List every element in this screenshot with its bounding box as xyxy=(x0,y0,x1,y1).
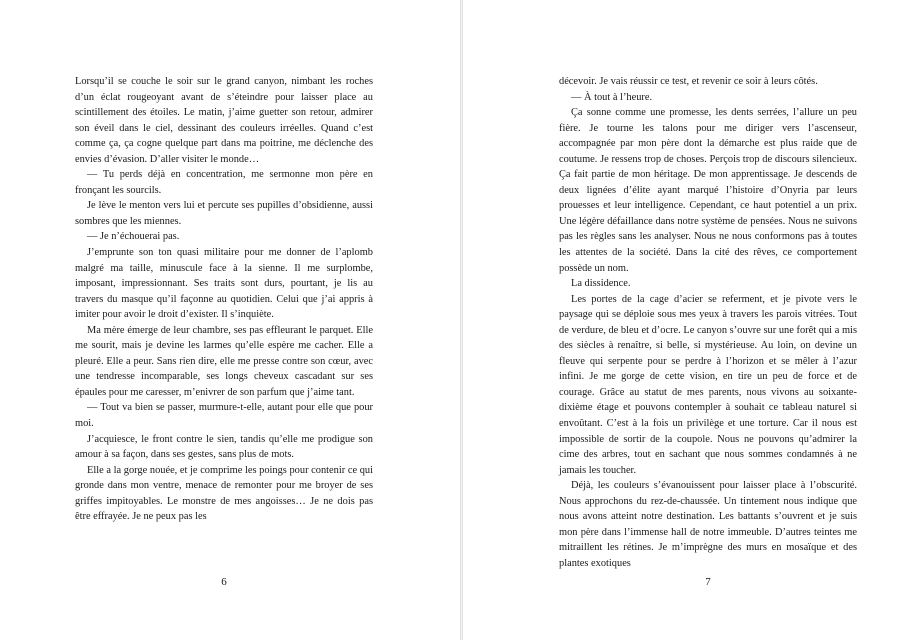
left-page xyxy=(0,0,460,640)
paragraph: Je lève le menton vers lui et percute ses pupilles d’obsidienne, aussi sombres que les miennes. xyxy=(75,200,373,227)
paragraph: décevoir. Je vais réussir ce test, et revenir ce soir à leurs côtés. xyxy=(559,76,818,87)
paragraph: — À tout à l’heure. xyxy=(571,91,653,103)
paragraph: — Tout va bien se passer, murmure-t-elle, autant pour elle que pour moi. xyxy=(75,402,373,430)
paragraph: Les portes de la cage d’acier se referment, et je pivote vers le paysage qui se déploie sous mes yeux à travers les parois vitrées. Tout de verdure, de bleu et d’ocre. Le canyon s’ouvre sur une forêt qui a mis des siècles à renaître, si belle, si mystérieuse. Au loin, on devine un fleuve qui serpente pour se perdre à l’horizon et se mêler à l’azur infini. Je me gorge de cette vision, en tire un peu de force et de courage. Grâce au statut de mes parents, nous vivons au soixante-dixième étage et pouvons contempler à souhait ce tableau naturel si envoûtant. C’est à la fois un privilège et une torture. Car il nous est impossible de sortir de la coupole. Nous ne pouvons qu’admirer la cime des arbres, tout en sachant que nous sommes condamnés à ne jamais les toucher. xyxy=(559,293,857,476)
page-number: 7 xyxy=(705,576,711,588)
page-number: 6 xyxy=(221,576,227,588)
paragraph: — Tu perds déjà en concentration, me sermonne mon père en fronçant les sourcils. xyxy=(75,169,373,196)
paragraph: La dissidence. xyxy=(571,278,631,290)
paragraph: Déjà, les couleurs s’évanouissent pour laisser place à l’obscurité. Nous approchons du rez-de-chaussée. Un tintement nous indique que nous avons atteint notre destination. Les battants s’ouvrent et je suis mon père dans l’immense hall de notre immeuble. D’autres teintes me mitraillent les rétines. Je m’imprègne des murs en mosaïque et des plantes exotiques xyxy=(559,480,857,569)
left-page-text xyxy=(75,74,373,525)
paragraph: — Je n’échouerai pas. xyxy=(87,231,180,243)
paragraph: J’emprunte son ton quasi militaire pour me donner de l’aplomb malgré ma taille, minuscule face à la sienne. Il me surplombe, imposant, impressionnant. Ses traits sont durs, pourtant, je lis au travers du masque qu’il façonne au quotidien. Celui que j’ai appris à imiter pour avoir le droit d’exister. Il s’inquiète. xyxy=(75,247,373,321)
paragraph: Lorsqu’il se couche le soir sur le grand canyon, nimbant les roches d’un éclat rougeoyant avant de s’éteindre pour laisser place au scintillement des étoiles. Le matin, j’aime guetter son retour, admirer son éveil dans le ciel, dessinant des couleurs irréelles. Quand c’est comme ça, ça cogne quelque part dans ma poitrine, me déclenche des envies d’évasion. D’aller visiter le monde… xyxy=(75,76,373,165)
paragraph: Elle a la gorge nouée, et je comprime les poings pour contenir ce qui gronde dans mon ventre, menace de remonter pour me broyer de ses griffes impitoyables. Le monstre de mes angoisses… Je ne dois pas être effrayée. Je ne peux pas les xyxy=(75,464,373,523)
paragraph: Ma mère émerge de leur chambre, ses pas effleurant le parquet. Elle me sourit, mais je devine les larmes qu’elle espère me cacher. Elle a pleuré. Elle a peur. Sans rien dire, elle me presse contre son cœur, avec une tendresse incomparable, ses longs cheveux cascadant sur ses épaules pour me caresser, m’enivrer de son parfum que j’aime tant. xyxy=(75,324,373,398)
right-page-text xyxy=(559,74,857,572)
paragraph: Ça sonne comme une promesse, les dents serrées, l’allure un peu fière. Je tourne les talons pour me diriger vers l’ascenseur, accompagnée par mon père dont la démarche est plus raide que de coutume. Je ressens trop de choses. Perçois trop de discours silencieux. Ça fait partie de mon héritage. De mon apprentissage. Je descends de deux lignées d’élite ayant marqué l’histoire d’Onyria par leurs prouesses et leur intelligence. Cependant, ce haut potentiel a un prix. Une légère défaillance dans notre système de pensées. Nous ne suivons pas les règles sans les analyser. Nous ne nous conformons pas à toutes les attentes de la société. Dans la cité des rêves, ce comportement possède un nom. xyxy=(559,107,857,274)
paragraph: J’acquiesce, le front contre le sien, tandis qu’elle me prodigue son amour à sa façon, dans ses gestes, sans plus de mots. xyxy=(75,433,373,461)
right-page xyxy=(463,0,923,640)
